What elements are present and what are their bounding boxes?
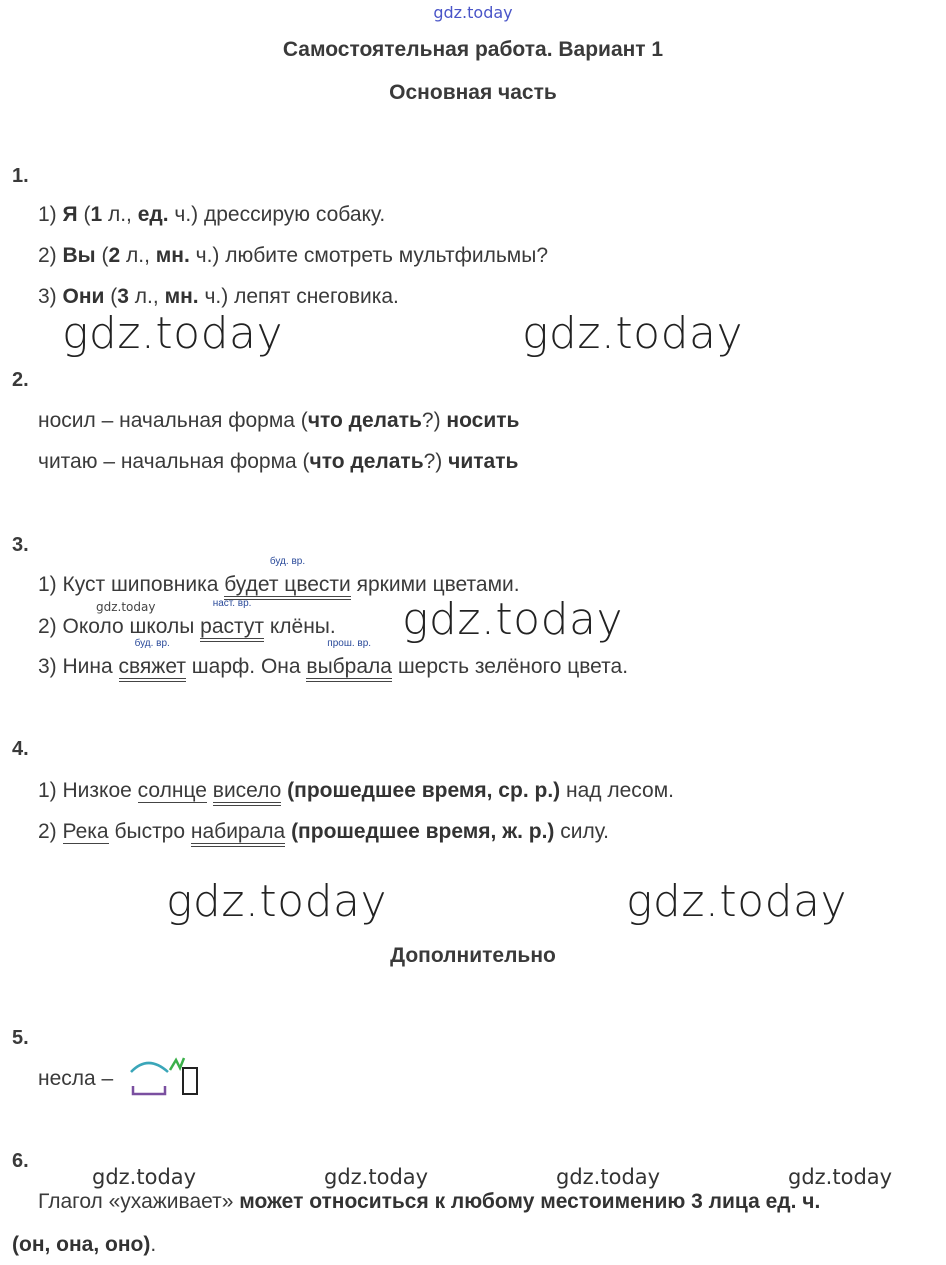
predicate: растут bbox=[200, 615, 264, 642]
q1-line-3: 3) Они (3 л., мн. ч.) лепят снеговика. bbox=[38, 285, 399, 308]
question-5-number: 5. bbox=[12, 1027, 29, 1049]
watermark-large: gdz.today bbox=[522, 308, 744, 359]
watermark-small: gdz.today bbox=[556, 1165, 661, 1189]
q2-line-1: носил – начальная форма (что делать?) носить bbox=[38, 409, 520, 432]
section-extra-heading: Дополнительно bbox=[390, 944, 556, 967]
section-main-heading: Основная часть bbox=[389, 81, 557, 104]
tense-note: прош. вр. bbox=[327, 638, 372, 649]
watermark-small: gdz.today bbox=[324, 1165, 429, 1189]
suffix-mark-icon bbox=[170, 1058, 184, 1070]
question-6-number: 6. bbox=[12, 1150, 29, 1172]
q4-line-2: 2) Река быстро набирала (прошедшее время, ж. р.) силу. bbox=[38, 820, 609, 844]
predicate: набирала bbox=[191, 820, 285, 847]
predicate: выбрала bbox=[306, 655, 392, 682]
watermark-large: gdz.today bbox=[62, 308, 284, 359]
predicate: висело bbox=[213, 779, 282, 806]
question-1-number: 1. bbox=[12, 165, 29, 187]
ending-mark-icon bbox=[133, 1086, 165, 1094]
watermark-small: gdz.today bbox=[788, 1165, 893, 1189]
watermark-tiny: gdz.today bbox=[96, 600, 156, 614]
tense-note: буд. вр. bbox=[269, 556, 306, 567]
root-arc-icon bbox=[131, 1063, 168, 1072]
q1-line-1: 1) Я (1 л., ед. ч.) дрессирую собаку. bbox=[38, 203, 386, 226]
top-watermark: gdz.today bbox=[433, 3, 513, 22]
predicate: будет цвести bbox=[224, 573, 351, 600]
watermark-small: gdz.today bbox=[92, 1165, 197, 1189]
q6-line-1: Глагол «ухаживает» может относиться к любому местоимению 3 лица ед. ч. bbox=[38, 1190, 821, 1213]
subject: Река bbox=[62, 820, 109, 843]
q5-word: несла – bbox=[38, 1067, 114, 1090]
question-3-number: 3. bbox=[12, 534, 29, 556]
q2-line-2: читаю – начальная форма (что делать?) читать bbox=[38, 450, 519, 473]
page-title: Самостоятельная работа. Вариант 1 bbox=[282, 38, 664, 61]
q3-line-3: 3) Нина буд. вр. свяжет шарф. Она прош. вр. выбрала шерсть зелёного цвета. bbox=[38, 655, 628, 679]
subject: солнце bbox=[137, 779, 207, 802]
q4-line-1: 1) Низкое солнце висело (прошедшее время, ср. р.) над лесом. bbox=[38, 779, 674, 803]
tense-note: наст. вр. bbox=[212, 598, 252, 609]
q1-line-2: 2) Вы (2 л., мн. ч.) любите смотреть мультфильмы? bbox=[38, 244, 549, 267]
ending-box-icon bbox=[183, 1068, 197, 1094]
predicate: свяжет bbox=[119, 655, 186, 682]
tense-note: буд. вр. bbox=[134, 638, 170, 649]
watermark-large: gdz.today bbox=[166, 876, 388, 927]
q3-line-1: 1) Куст шиповника буд. вр. будет цвести яркими цветами. bbox=[38, 573, 520, 597]
watermark-large: gdz.today bbox=[626, 876, 848, 927]
question-2-number: 2. bbox=[12, 369, 29, 391]
morpheme-scheme-icon bbox=[128, 1052, 202, 1098]
q6-line-2: (он, она, оно). bbox=[12, 1233, 157, 1256]
question-4-number: 4. bbox=[12, 738, 29, 760]
q3-line-2: 2) Около школы наст. вр. растут клёны. bbox=[38, 615, 336, 639]
watermark-large: gdz.today bbox=[402, 594, 624, 645]
